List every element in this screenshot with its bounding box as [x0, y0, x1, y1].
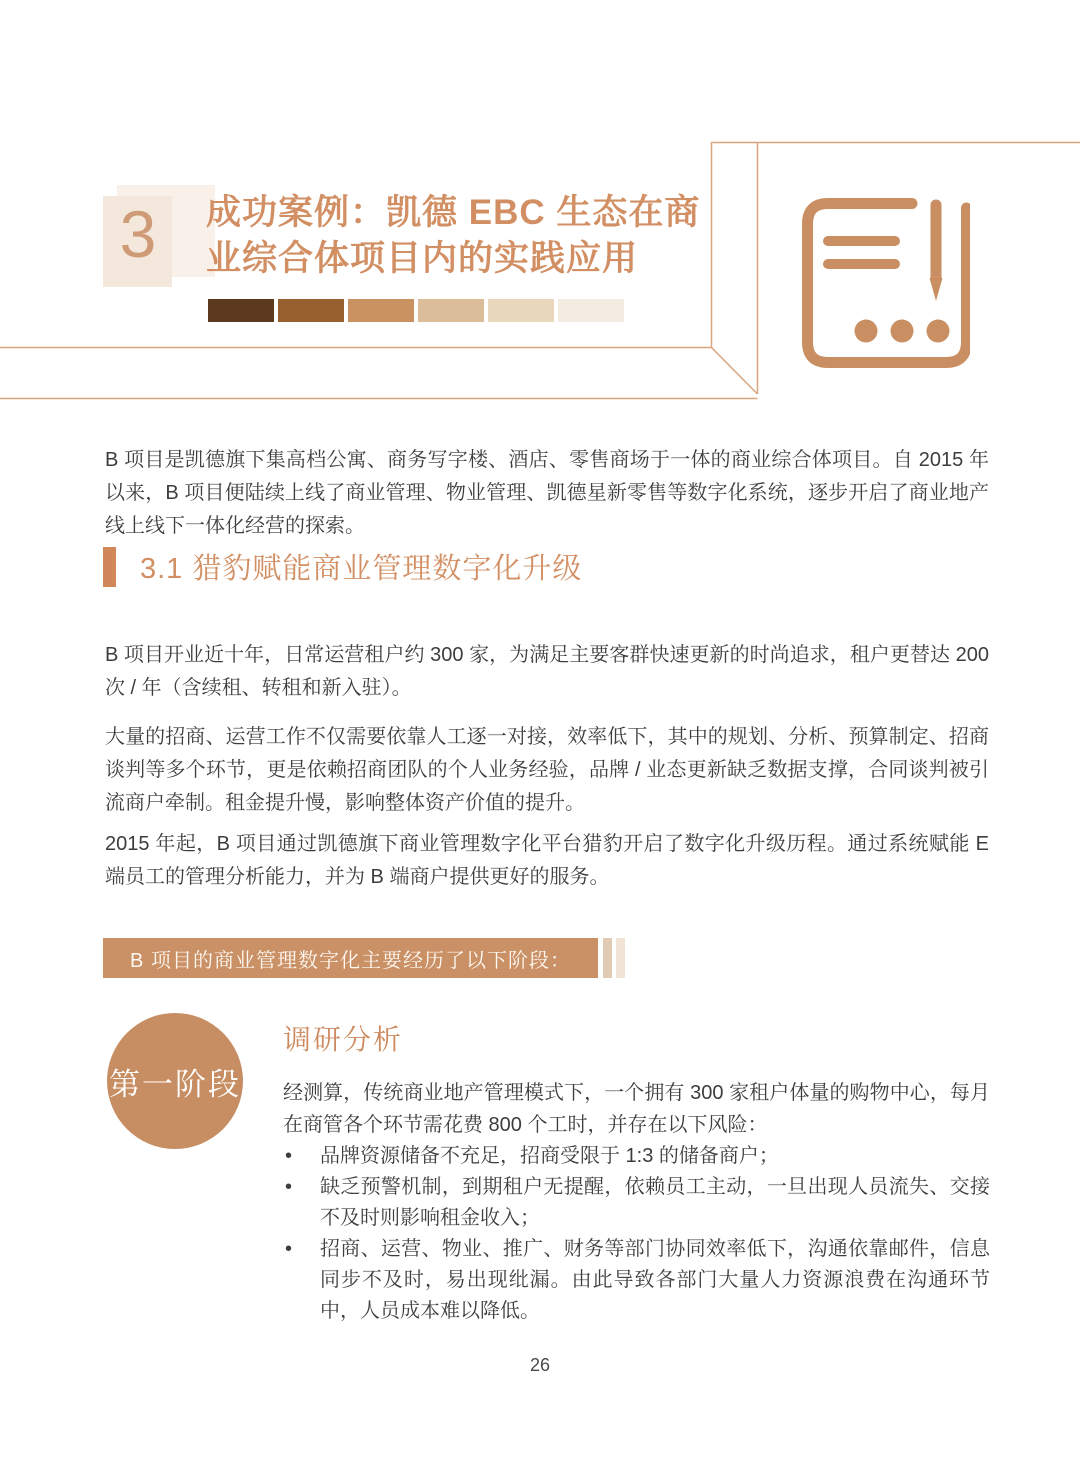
chapter-number: 3: [119, 197, 157, 271]
list-item: • 招商、运营、物业、推广、财务等部门协同效率低下，沟通依靠邮件，信息同步不及时，易出现纰漏。由此导致各部门大量人力资源浪费在沟通环节中，人员成本难以降低。: [283, 1234, 990, 1327]
section-heading-text: 3.1 猎豹赋能商业管理数字化升级: [140, 553, 583, 585]
section-heading-3-1: [103, 546, 582, 587]
palette-bar: [558, 299, 624, 322]
intro-paragraph: B 项目是凯德旗下集高档公寓、商务写字楼、酒店、零售商场于一体的商业综合体项目。自 2015 年以来，B 项目便陆续上线了商业管理、物业管理、凯德星新零售等数字化系统，逐步开启了商业地产线上线下一体化经营的探索。: [105, 449, 989, 537]
palette-bar: [488, 299, 554, 322]
chapter-title: [206, 190, 706, 282]
palette-bar: [208, 299, 274, 322]
document-pen-icon: [802, 198, 970, 373]
palette-bar: [278, 299, 344, 322]
section-heading-accent-bar: [103, 547, 116, 587]
page-number: 26: [529, 1355, 551, 1375]
banner-stripe: [616, 938, 625, 978]
chapter-number-block: [103, 185, 218, 287]
section-paragraph: B 项目开业近十年，日常运营租户约 300 家，为满足主要客群快速更新的时尚追求，租户更替达 200 次 / 年（含续租、转租和新入驻）。: [105, 644, 989, 699]
stage-one-intro: 经测算，传统商业地产管理模式下，一个拥有 300 家租户体量的购物中心，每月在商管各个环节需花费 800 个工时，并存在以下风险：: [283, 1082, 990, 1136]
palette-bar: [348, 299, 414, 322]
stages-banner: B 项目的商业管理数字化主要经历了以下阶段：: [103, 938, 598, 978]
palette-bar: [418, 299, 484, 322]
list-item: • 品牌资源储备不充足，招商受限于 1:3 的储备商户；: [283, 1141, 990, 1172]
chapter-title-line1: 成功案例：凯德 EBC 生态在商: [206, 193, 701, 232]
stage-one-risk-list: [283, 1141, 990, 1327]
chapter-title-line2: 业综合体项目内的实践应用: [206, 239, 639, 278]
stages-banner-row: [103, 938, 625, 978]
section-paragraph: 2015 年起，B 项目通过凯德旗下商业管理数字化平台猎豹开启了数字化升级历程。通过系统赋能 E 端员工的管理分析能力，并为 B 端商户提供更好的服务。: [105, 833, 989, 888]
section-paragraph: 大量的招商、运营工作不仅需要依靠人工逐一对接，效率低下，其中的规划、分析、预算制定、招商谈判等多个环节，更是依赖招商团队的个人业务经验，品牌 / 业态更新缺乏数据支撑，合同谈判被引流商户牵制。租金提升慢，影响整体资产价值的提升。: [105, 726, 989, 814]
list-item: • 缺乏预警机制，到期租户无提醒，依赖员工主动，一旦出现人员流失、交接不及时则影响租金收入；: [283, 1172, 990, 1234]
banner-stripe: [603, 938, 612, 978]
stage-one-badge: 第一阶段: [107, 1013, 243, 1149]
stage-one-heading: 调研分析: [283, 1024, 404, 1055]
palette-gradient-bars: [208, 299, 624, 322]
